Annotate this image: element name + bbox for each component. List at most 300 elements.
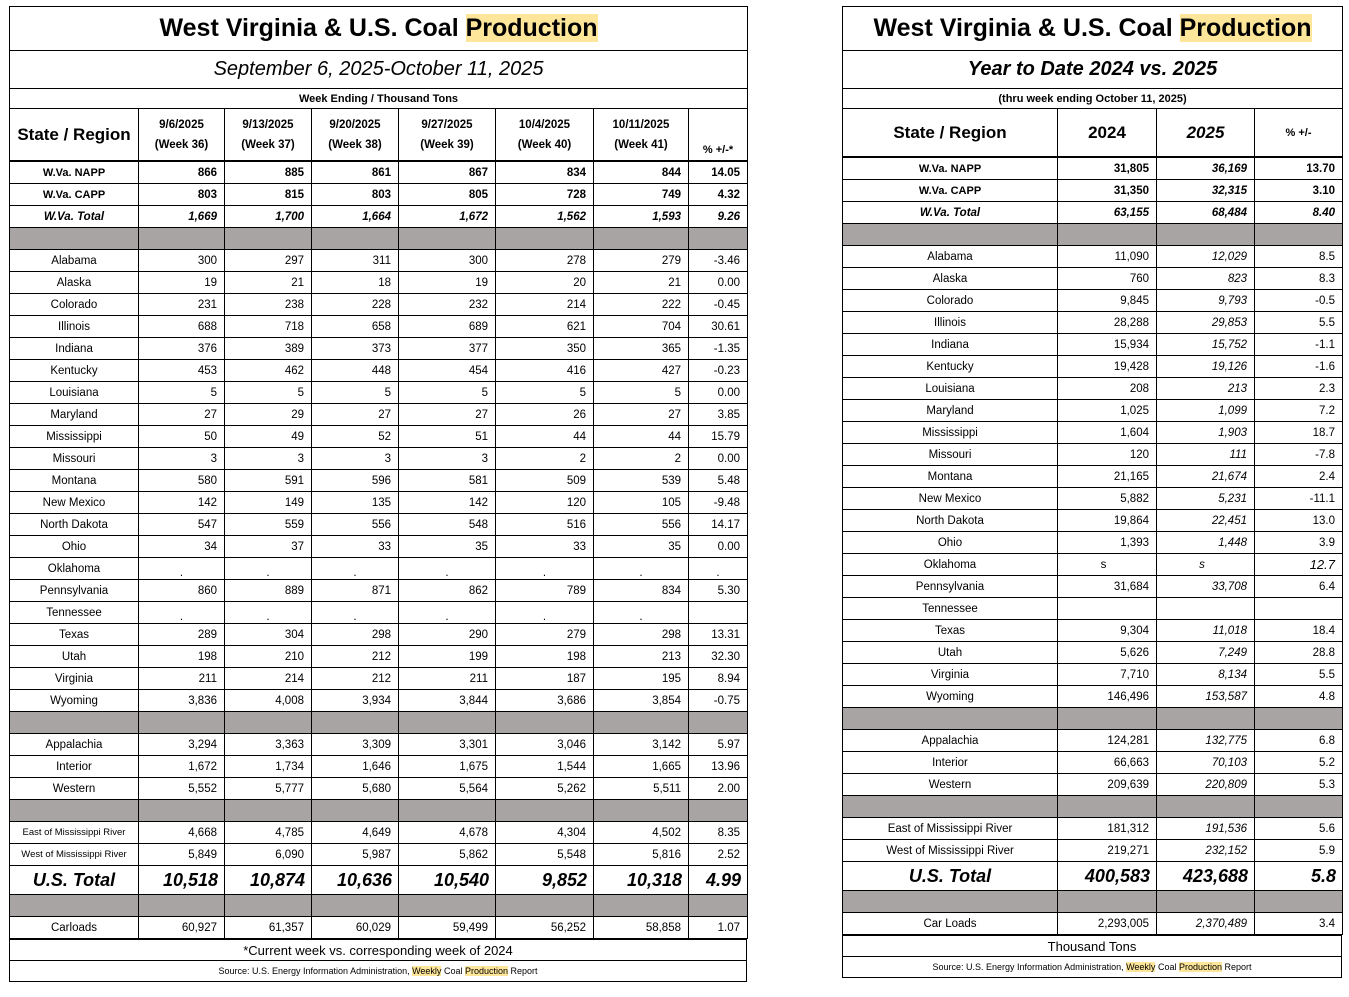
value-2024: 5,882 (1058, 488, 1157, 510)
week-value (496, 162, 594, 184)
separator-cell (843, 796, 1058, 818)
pct-text: 5.30 (717, 584, 740, 597)
pct-change (689, 778, 748, 800)
value-text: 5 (481, 386, 488, 399)
week-value (225, 624, 312, 646)
week-value (312, 778, 399, 800)
pct-change (689, 338, 748, 360)
separator-cell (1157, 796, 1255, 818)
value-2024: s (1058, 554, 1157, 576)
week-value (594, 184, 689, 206)
pct-change (689, 492, 748, 514)
week-value (225, 558, 312, 580)
value-text: 2 (579, 452, 586, 465)
week-value (594, 206, 689, 228)
region-name: Interior (10, 756, 139, 778)
value-text: 6,090 (275, 848, 304, 861)
row-new-mexico (843, 488, 1343, 510)
weekly-source: Source: U.S. Energy Information Administration, Weekly Coal Production Report (10, 961, 747, 982)
value-2025: s (1157, 554, 1255, 576)
value-text: 59,499 (452, 921, 488, 934)
value-text: 297 (284, 254, 304, 267)
pct-change: 5.6 (1255, 818, 1343, 840)
row-utah (10, 646, 748, 668)
pct-change: 6.8 (1255, 730, 1343, 752)
value-2025: 132,775 (1157, 730, 1255, 752)
week-value (496, 734, 594, 756)
pct-change: 5.9 (1255, 840, 1343, 862)
week-value (594, 536, 689, 558)
pct-change: -1.1 (1255, 334, 1343, 356)
value-text: . (445, 610, 449, 623)
value-text: 1,734 (275, 760, 304, 773)
value-text: 60,927 (181, 921, 217, 934)
value-2024: 1,025 (1058, 400, 1157, 422)
week-value (225, 338, 312, 360)
pct-text: 1.07 (717, 921, 740, 934)
value-2025: 12,029 (1157, 246, 1255, 268)
value-text: 10,874 (249, 869, 305, 890)
week-value (225, 756, 312, 778)
pct-change: 4.8 (1255, 686, 1343, 708)
value-text: 228 (371, 298, 391, 311)
value-text: 4,008 (275, 694, 304, 707)
week-value (399, 250, 496, 272)
row-missouri (843, 444, 1343, 466)
separator-cell (594, 712, 689, 734)
separator-cell (843, 708, 1058, 730)
week-value (594, 558, 689, 580)
week-value (225, 602, 312, 624)
week-value (496, 624, 594, 646)
pct-change: 3.4 (1255, 913, 1343, 935)
value-2025: 22,451 (1157, 510, 1255, 532)
pct-change: -1.6 (1255, 356, 1343, 378)
row-illinois (843, 312, 1343, 334)
value-text: 50 (204, 430, 217, 443)
week-value (594, 492, 689, 514)
ytd-date-note: (thru week ending October 11, 2025) (843, 89, 1343, 109)
pct-text: 8.35 (717, 826, 740, 839)
row-pennsylvania (843, 576, 1343, 598)
separator-cell (399, 800, 496, 822)
pct-change (689, 514, 748, 536)
separator-cell (1058, 224, 1157, 246)
row-utah (843, 642, 1343, 664)
pct-text: 0.00 (717, 386, 740, 399)
row-kentucky (843, 356, 1343, 378)
weekly-column-headers (10, 109, 748, 161)
value-text: 34 (204, 540, 217, 553)
week-value (594, 514, 689, 536)
region-name: Pennsylvania (10, 580, 139, 602)
value-text: 1,669 (188, 210, 217, 223)
value-text: 3,294 (188, 738, 217, 751)
value-text: 1,562 (557, 210, 586, 223)
region-name: Oklahoma (843, 554, 1058, 576)
value-text: 350 (566, 342, 586, 355)
value-text: 3 (481, 452, 488, 465)
pct-change: 5.5 (1255, 664, 1343, 686)
value-text: 1,672 (459, 210, 488, 223)
week-value (496, 448, 594, 470)
value-text: 377 (468, 342, 488, 355)
value-2025: 1,903 (1157, 422, 1255, 444)
pct-change (689, 624, 748, 646)
week-value (225, 206, 312, 228)
pct-text: 9.26 (717, 210, 740, 223)
value-text: 803 (371, 188, 391, 201)
value-text: 1,646 (362, 760, 391, 773)
value-2025: 32,315 (1157, 180, 1255, 202)
week-value (399, 316, 496, 338)
week-value (225, 184, 312, 206)
row-w-va-total (10, 206, 748, 228)
separator-cell (10, 712, 139, 734)
value-text: 885 (284, 166, 304, 179)
value-text: 149 (284, 496, 304, 509)
value-text: 300 (197, 254, 217, 267)
region-name: Wyoming (10, 690, 139, 712)
value-text: 581 (468, 474, 488, 487)
row-colorado (843, 290, 1343, 312)
pct-change (689, 756, 748, 778)
value-text: 4,304 (557, 826, 586, 839)
value-text: 289 (197, 628, 217, 641)
column-week-41: 10/11/2025 (Week 41) (594, 109, 689, 161)
value-text: 889 (284, 584, 304, 597)
week-value (312, 668, 399, 690)
value-text: 105 (661, 496, 681, 509)
region-name: Car Loads (843, 913, 1058, 935)
value-text: 867 (468, 166, 488, 179)
value-text: 44 (668, 430, 681, 443)
column-2025: 2025 (1157, 109, 1255, 157)
pct-text: 13.31 (711, 628, 740, 641)
separator-cell (1058, 796, 1157, 818)
week-value (496, 844, 594, 866)
separator-cell (1255, 796, 1343, 818)
week-value (312, 250, 399, 272)
separator-cell (843, 891, 1058, 913)
row-w-va-capp (843, 180, 1343, 202)
row-mississippi (10, 426, 748, 448)
week-value (225, 844, 312, 866)
week-value (312, 866, 399, 895)
region-name: Ohio (10, 536, 139, 558)
week-value (225, 470, 312, 492)
ytd-source: Source: U.S. Energy Information Administration, Weekly Coal Production Report (843, 957, 1342, 978)
value-text: 5,987 (362, 848, 391, 861)
week-value (139, 492, 225, 514)
week-value (399, 756, 496, 778)
pct-change (689, 866, 748, 895)
separator-cell (312, 895, 399, 917)
value-2024: 120 (1058, 444, 1157, 466)
week-value (594, 602, 689, 624)
pct-text: 2.52 (717, 848, 740, 861)
row-wyoming (10, 690, 748, 712)
region-name: W.Va. NAPP (843, 158, 1058, 180)
region-name: Virginia (843, 664, 1058, 686)
value-text: 10,318 (626, 869, 682, 890)
region-name: Indiana (10, 338, 139, 360)
pct-text: -9.48 (713, 496, 740, 509)
value-text: . (353, 566, 357, 579)
region-name: Illinois (10, 316, 139, 338)
value-text: 834 (566, 166, 586, 179)
value-2025: 2,370,489 (1157, 913, 1255, 935)
week-value (139, 558, 225, 580)
row-pennsylvania (10, 580, 748, 602)
row-u-s-total (10, 866, 748, 895)
pct-change: 18.4 (1255, 620, 1343, 642)
value-text: 5 (210, 386, 217, 399)
week-value (496, 778, 594, 800)
row-east-of-mississippi-river (10, 822, 748, 844)
value-text: 3,844 (459, 694, 488, 707)
value-2025: 153,587 (1157, 686, 1255, 708)
value-text: 35 (475, 540, 488, 553)
value-2025: 36,169 (1157, 158, 1255, 180)
week-value (594, 756, 689, 778)
value-2024: 19,428 (1058, 356, 1157, 378)
week-value (225, 646, 312, 668)
pct-change: 12.7 (1255, 554, 1343, 576)
pct-text: 5.97 (717, 738, 740, 751)
region-name: East of Mississippi River (843, 818, 1058, 840)
pct-change (689, 844, 748, 866)
pct-change: 6.4 (1255, 576, 1343, 598)
row-u-s-total (843, 862, 1343, 891)
value-text: 5,552 (188, 782, 217, 795)
week-value (496, 646, 594, 668)
value-2024: 15,934 (1058, 334, 1157, 356)
separator-cell (139, 228, 225, 250)
row-missouri (10, 448, 748, 470)
week-value (225, 316, 312, 338)
row-montana (843, 466, 1343, 488)
separator-cell (139, 895, 225, 917)
value-text: 5,777 (275, 782, 304, 795)
week-value (139, 602, 225, 624)
week-value (399, 734, 496, 756)
row-louisiana (843, 378, 1343, 400)
value-text: 212 (371, 672, 391, 685)
week-value (139, 162, 225, 184)
region-name: Pennsylvania (843, 576, 1058, 598)
value-text: 27 (204, 408, 217, 421)
region-name: Alabama (843, 246, 1058, 268)
value-text: 21 (668, 276, 681, 289)
pct-change: 8.40 (1255, 202, 1343, 224)
value-text: 834 (661, 584, 681, 597)
value-text: 56,252 (550, 921, 586, 934)
value-text: 1,664 (362, 210, 391, 223)
value-text: 3 (210, 452, 217, 465)
separator-cell (10, 895, 139, 917)
value-text: 5 (297, 386, 304, 399)
pct-change: 5.5 (1255, 312, 1343, 334)
left-separator-row (10, 228, 748, 250)
week-value (312, 580, 399, 602)
value-text: 448 (371, 364, 391, 377)
week-value (312, 492, 399, 514)
value-text: 516 (566, 518, 586, 531)
week-value (399, 866, 496, 895)
separator-cell (225, 800, 312, 822)
weekly-production-panel (9, 6, 747, 983)
separator-cell (1058, 891, 1157, 913)
week-value (496, 492, 594, 514)
week-value (399, 162, 496, 184)
value-text: 5,262 (557, 782, 586, 795)
value-text: 21 (291, 276, 304, 289)
region-name: Indiana (843, 334, 1058, 356)
pct-change: 5.8 (1255, 862, 1343, 891)
region-name: Mississippi (10, 426, 139, 448)
value-text: 142 (197, 496, 217, 509)
row-montana (10, 470, 748, 492)
value-2025: 15,752 (1157, 334, 1255, 356)
week-value (399, 690, 496, 712)
column-week-40: 10/4/2025 (Week 40) (496, 109, 594, 161)
value-text: 416 (566, 364, 586, 377)
week-value (496, 822, 594, 844)
value-text: 547 (197, 518, 217, 531)
week-value (139, 734, 225, 756)
value-text: 311 (372, 254, 391, 267)
value-text: 373 (371, 342, 391, 355)
pct-text: 14.05 (711, 166, 740, 179)
value-text: 805 (468, 188, 488, 201)
value-text: . (639, 566, 643, 579)
value-text: 211 (469, 672, 488, 685)
value-text: 815 (284, 188, 304, 201)
row-virginia (10, 668, 748, 690)
ytd-footnote: Thousand Tons (843, 936, 1342, 957)
value-text: 212 (371, 650, 391, 663)
week-value (594, 844, 689, 866)
value-text: 9,852 (541, 869, 587, 890)
week-value (312, 844, 399, 866)
value-text: 3,301 (459, 738, 488, 751)
separator-cell (1255, 708, 1343, 730)
value-text: 213 (661, 650, 681, 663)
value-text: 44 (573, 430, 586, 443)
week-value (139, 404, 225, 426)
pct-change: 8.5 (1255, 246, 1343, 268)
week-value (399, 360, 496, 382)
week-value (399, 580, 496, 602)
week-value (594, 822, 689, 844)
week-value (225, 668, 312, 690)
pct-change: -11.1 (1255, 488, 1343, 510)
week-value (312, 756, 399, 778)
week-value (399, 602, 496, 624)
week-value (139, 184, 225, 206)
pct-change: 3.9 (1255, 532, 1343, 554)
value-2024: 19,864 (1058, 510, 1157, 532)
row-west-of-mississippi-river (843, 840, 1343, 862)
row-alaska (843, 268, 1343, 290)
week-value (312, 558, 399, 580)
value-2024: 31,684 (1058, 576, 1157, 598)
pct-change: -7.8 (1255, 444, 1343, 466)
week-value (139, 917, 225, 939)
value-2025: 111 (1157, 444, 1255, 466)
value-text: 4,502 (652, 826, 681, 839)
value-text: 862 (468, 584, 488, 597)
value-text: 222 (661, 298, 681, 311)
value-text: 27 (378, 408, 391, 421)
value-text: 279 (566, 628, 586, 641)
region-name: W.Va. CAPP (10, 184, 139, 206)
value-text: 304 (284, 628, 304, 641)
week-value (139, 294, 225, 316)
pct-text: 0.00 (717, 452, 740, 465)
week-value (139, 426, 225, 448)
week-value (312, 294, 399, 316)
region-name: Texas (843, 620, 1058, 642)
value-2024: 181,312 (1058, 818, 1157, 840)
pct-text: 14.17 (711, 518, 740, 531)
value-2024: 146,496 (1058, 686, 1157, 708)
value-text: 548 (468, 518, 488, 531)
week-value (594, 338, 689, 360)
value-text: 5 (579, 386, 586, 399)
region-name: Colorado (843, 290, 1058, 312)
pct-change (689, 162, 748, 184)
week-value (399, 382, 496, 404)
value-text: 238 (284, 298, 304, 311)
ytd-table-header (842, 6, 1343, 157)
value-text: . (179, 610, 184, 623)
separator-cell (139, 712, 225, 734)
region-name: U.S. Total (10, 866, 139, 895)
region-name: North Dakota (10, 514, 139, 536)
right-separator-row (843, 708, 1343, 730)
week-value (312, 426, 399, 448)
value-text: 231 (197, 298, 217, 311)
row-w-va-total (843, 202, 1343, 224)
week-value (496, 866, 594, 895)
value-text: 61,357 (268, 921, 304, 934)
week-value (594, 426, 689, 448)
value-text: 3 (297, 452, 304, 465)
value-text: 365 (661, 342, 681, 355)
separator-cell (496, 895, 594, 917)
week-value (496, 184, 594, 206)
value-text: 389 (284, 342, 304, 355)
value-2025: 220,809 (1157, 774, 1255, 796)
week-value (496, 250, 594, 272)
value-text: 5 (384, 386, 391, 399)
separator-cell (10, 800, 139, 822)
value-text: 596 (371, 474, 391, 487)
pct-change: -0.5 (1255, 290, 1343, 312)
value-text: 10,518 (162, 869, 218, 890)
pct-change (689, 184, 748, 206)
value-2025: 8,134 (1157, 664, 1255, 686)
value-2024: 1,393 (1058, 532, 1157, 554)
value-2024: 28,288 (1058, 312, 1157, 334)
pct-text: 0.00 (717, 276, 740, 289)
pct-text: -0.23 (713, 364, 740, 377)
value-2025: 29,853 (1157, 312, 1255, 334)
value-text: 1,665 (652, 760, 681, 773)
week-value (496, 668, 594, 690)
